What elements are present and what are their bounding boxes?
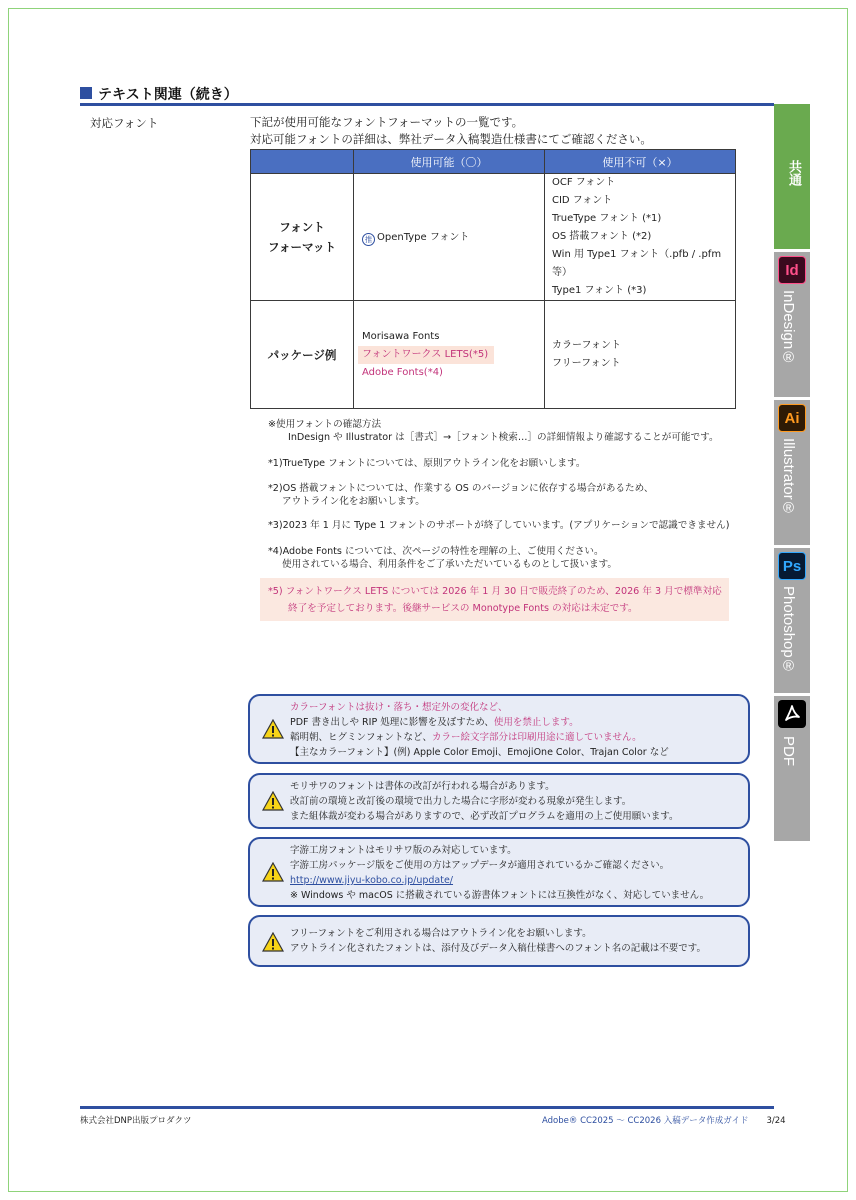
note-3: *3)2023 年 1 月に Type 1 フォントのサポートが終了していいます。(アプリケーションで認識できません)	[268, 520, 730, 531]
warning-line	[290, 715, 669, 730]
list-item: フォントワークス LETS(*5)	[358, 346, 494, 364]
section-heading	[80, 84, 774, 106]
row-label: 対応フォント	[90, 116, 159, 130]
warning-line: モリサワのフォントは書体の改訂が行われる場合があります。	[290, 781, 555, 792]
warning-morisawa	[248, 773, 750, 829]
warning-emphasis: 使用を禁止します。	[493, 717, 579, 728]
list-item: Win 用 Type1 フォント（.pfb / .pfm 等）	[552, 249, 722, 278]
acrobat-icon	[778, 700, 806, 728]
warning-icon	[262, 932, 284, 952]
warning-line: また組体裁が変わる場合がありますので、必ず改訂プログラムを適用の上ご使用願います。	[290, 811, 679, 822]
warning-emphasis: カラー絵文字部分は印刷用途に適していません。	[432, 732, 642, 743]
warning-line: アウトライン化されたフォントは、添付及びデータ入稿仕様書へのフォント名の記載は不要です。	[290, 943, 707, 954]
note-check-title: ※使用フォントの確認方法	[268, 419, 382, 430]
table-header-usable: 使用可能（〇）	[354, 150, 545, 174]
footer-guide-title: Adobe® CC2025 〜 CC2026 入稿データ作成ガイド	[542, 1116, 749, 1126]
note-5: *5) フォントワークス LETS については 2026 年 1 月 30 日で販売終了のため、2026 年 3 月で標準対応	[268, 586, 722, 597]
intro-text	[250, 114, 652, 148]
format-row-heading	[251, 174, 354, 301]
warning-line: 字游工房フォントはモリサワ版のみ対応しています。	[290, 845, 517, 856]
package-row-heading: パッケージ例	[251, 301, 354, 409]
warning-jiyu-kobo	[248, 837, 750, 907]
tab-indesign[interactable]: InDesign®	[780, 290, 797, 367]
warning-icon	[262, 862, 284, 882]
tab-photoshop[interactable]: Photoshop®	[780, 586, 797, 675]
pdf-icon[interactable]	[778, 700, 806, 728]
note-5-cont: 終了を予定しております。後継サービスの Monotype Fonts の対応は未定です。	[288, 603, 638, 614]
warning-icon	[262, 791, 284, 811]
warning-line: 【主なカラーフォント】(例) Apple Color Emoji、EmojiOne Color、Trajan Color など	[290, 747, 669, 758]
note-4-cont: 使用されている場合、利用条件をご了承いただいているものとして扱います。	[282, 559, 618, 570]
note-4: *4)Adobe Fonts については、次ページの特性を理解の上、ご使用ください。	[268, 546, 604, 557]
table-row-format	[251, 174, 736, 301]
package-usable-cell	[354, 301, 545, 409]
table-header-blank	[251, 150, 354, 174]
list-item: CID フォント	[552, 195, 613, 206]
list-item: Morisawa Fonts	[362, 330, 440, 342]
page-number: 3/24	[766, 1116, 786, 1126]
note-check-body: InDesign や Illustrator は［書式］→［フォント検索…］の詳細情報より確認することが可能です。	[288, 432, 719, 443]
format-label: フォント	[279, 220, 325, 234]
warning-line	[290, 730, 669, 745]
tab-divider	[774, 545, 810, 548]
warning-line: フリーフォントをご利用される場合はアウトライン化をお願いします。	[290, 928, 592, 939]
list-item: TrueType フォント (*1)	[552, 213, 662, 224]
format-usable-cell	[354, 174, 545, 301]
list-item: OCF フォント	[552, 177, 616, 188]
page-title: テキスト関連（続き）	[98, 87, 238, 103]
warning-line: 改訂前の環境と改訂後の環境で出力した場合に字形が変わる現象が発生します。	[290, 796, 632, 807]
warning-color-fonts	[248, 694, 750, 764]
tab-divider	[774, 249, 810, 252]
table-row-package	[251, 301, 736, 409]
tab-pdf[interactable]: PDF	[780, 736, 797, 766]
font-format-table	[250, 149, 736, 409]
photoshop-icon[interactable]: Ps	[778, 552, 806, 580]
footer-guide	[542, 1114, 786, 1126]
heading-square-icon	[80, 87, 92, 99]
note-2-cont: アウトライン化をお願いします。	[282, 496, 425, 507]
table-header-row	[251, 150, 736, 174]
list-item: カラーフォント	[552, 339, 621, 351]
tab-common[interactable]	[774, 104, 810, 249]
list-item: OS 搭載フォント (*2)	[552, 231, 652, 242]
note-2: *2)OS 搭載フォントについては、作業する OS のバージョンに依存する場合があるため、	[268, 483, 654, 494]
recommend-icon: 推	[362, 233, 375, 246]
intro-line: 下記が使用可能なフォントフォーマットの一覧です。	[250, 115, 524, 129]
warning-icon	[262, 719, 284, 739]
format-label: フォーマット	[268, 240, 336, 254]
warning-line: ※ Windows や macOS に搭載されている游書体フォントには互換性がなく、対応していません。	[290, 890, 710, 901]
footer-rule	[80, 1106, 774, 1109]
warning-line: 字游工房パッケージ版をご使用の方はアップデータが適用されているかご確認ください。	[290, 860, 670, 871]
list-item: Adobe Fonts(*4)	[362, 366, 443, 378]
tab-divider	[774, 397, 810, 400]
list-item: フリーフォント	[552, 357, 621, 369]
tab-divider	[774, 693, 810, 696]
table-header-unusable: 使用不可（×）	[545, 150, 736, 174]
list-item: Type1 フォント (*3)	[552, 285, 647, 296]
jiyu-kobo-update-link[interactable]: http://www.jiyu-kobo.co.jp/update/	[290, 875, 454, 886]
note-1: *1)TrueType フォントについては、原則アウトライン化をお願いします。	[268, 458, 586, 469]
warning-text: 韜明朝、ヒグミンフォントなど、	[290, 732, 433, 743]
tab-common-label: 共通	[786, 160, 801, 186]
warning-line: カラーフォントは抜け・落ち・想定外の変化など、	[290, 702, 508, 713]
tab-illustrator[interactable]: Illustrator®	[780, 438, 797, 517]
format-unusable-cell	[545, 174, 736, 301]
footer-company: 株式会社DNP出版プロダクツ	[80, 1116, 192, 1126]
warning-text: PDF 書き出しや RIP 処理に影響を及ぼすため、	[290, 717, 494, 728]
note-5-box	[260, 578, 729, 621]
format-usable: OpenType フォント	[377, 232, 470, 243]
warning-free-fonts	[248, 915, 750, 967]
indesign-icon[interactable]: Id	[778, 256, 806, 284]
intro-line: 対応可能フォントの詳細は、弊社データ入稿製造仕様書にてご確認ください。	[250, 132, 652, 146]
illustrator-icon[interactable]: Ai	[778, 404, 806, 432]
package-unusable-cell	[545, 301, 736, 409]
